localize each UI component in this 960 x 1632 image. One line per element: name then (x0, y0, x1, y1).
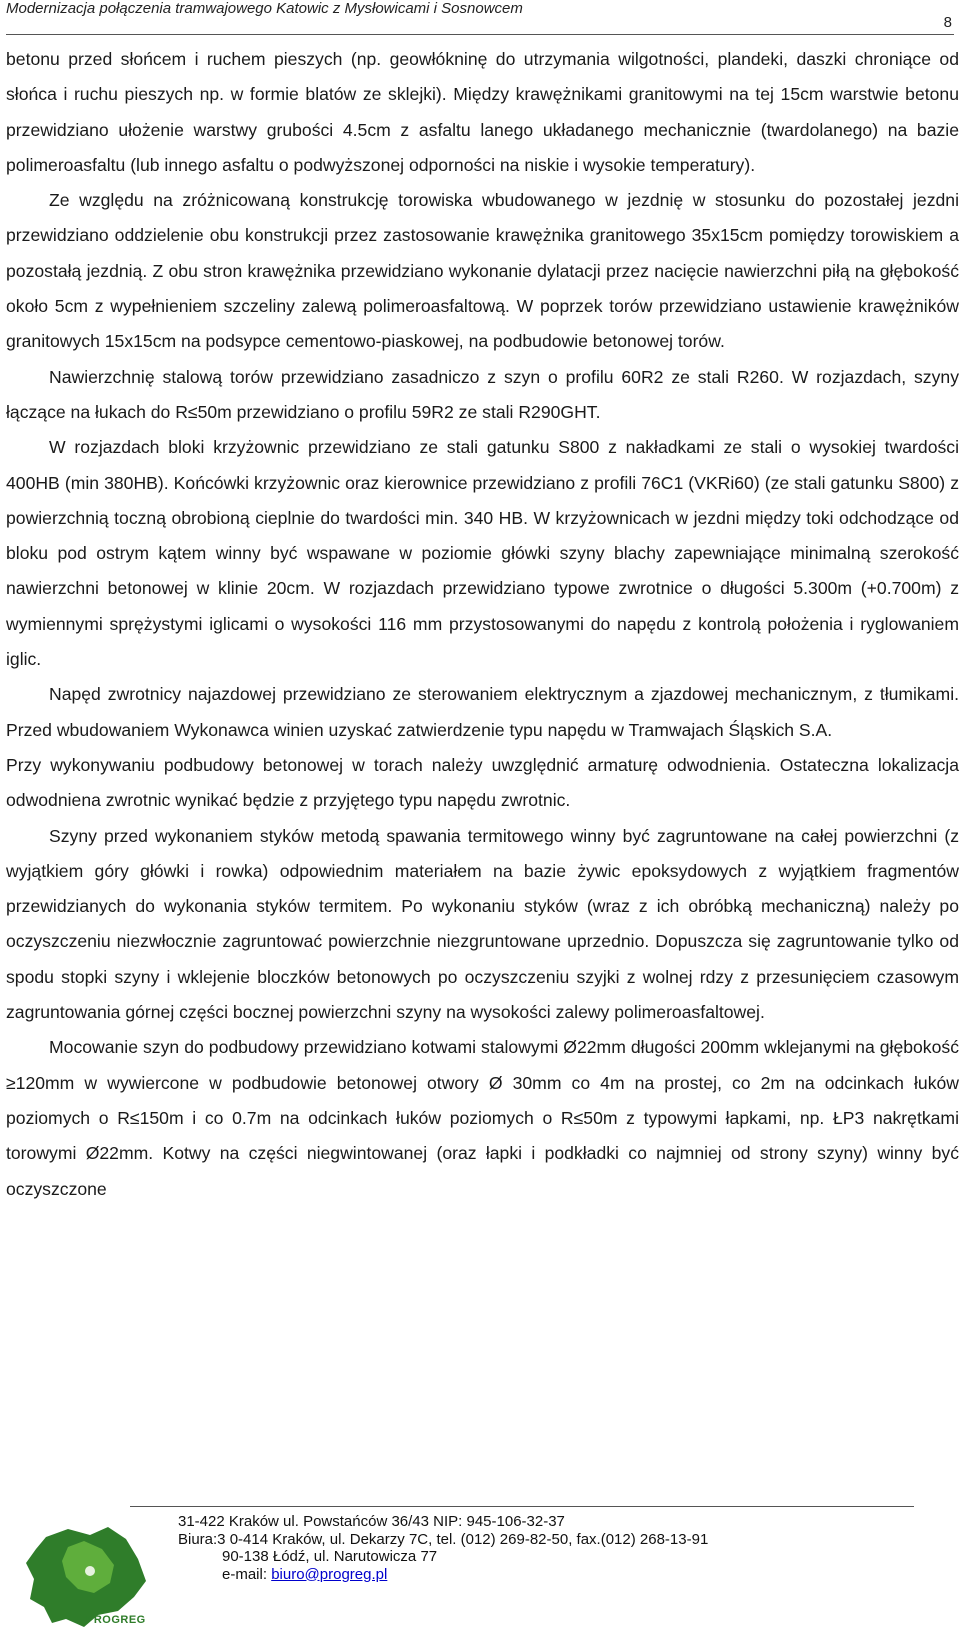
footer-line-1: 31-422 Kraków ul. Powstańców 36/43 NIP: 945-106-32-37 (178, 1513, 565, 1530)
paragraph: Przy wykonywaniu podbudowy betonowej w torach należy uwzględnić armaturę odwodnienia. Ostateczna lokalizacja odwodniena zwrotnic wynikać będzie z przyjętego typu napędu zwrotnic. (6, 754, 959, 811)
header-rule (6, 34, 954, 35)
email-label: e-mail: (222, 1565, 272, 1583)
paragraph: betonu przed słońcem i ruchem pieszych (np. geowłókninę do utrzymania wilgotności, plandeki, daszki chroniące od słońca i ruchu pieszych np. w formie blatów ze sklejki). Między krawężnikami granitowymi na tej 15cm warstwie betonu przewidziano ułożenie warstwy grubości 4.5cm z asfaltu lanego układanego mechanicznie (twardolanego) na bazie polimeroasfaltu (lub innego asfaltu o podwyższonej odporności na niskie i wysokie temperatury). (6, 49, 959, 175)
footer-rule (130, 1506, 914, 1507)
paragraph: Mocowanie szyn do podbudowy przewidziano kotwami stalowymi Ø22mm długości 200mm wklejanymi na głębokość ≥120mm w wywiercone w podbudowie betonowej otwory Ø 30mm co 4m na prostej, co 2m na odcinkach łuków poziomych o R≤150m i co 0.7m na odcinkach łuków poziomych o R≤50m z typowymi łapkami, np. ŁP3 nakrętkami torowymi Ø22mm. Kotwy na części niegwintowanej (oraz łapki i podkładki co najmniej od strony szyny) winny być oczyszczone (6, 1037, 959, 1199)
paragraph: Ze względu na zróżnicowaną konstrukcję torowiska wbudowanego w jezdnię w stosunku do pozostałej jezdni przewidziano oddzielenie obu konstrukcji przez zastosowanie krawężnika granitowego 35x15cm pomiędzy torowiskiem a pozostałą jezdnią. Z obu stron krawężnika przewidziano wykonanie dylatacji przez nacięcie nawierzchni piłą na głębokość około 5cm z wypełnieniem szczeliny zalewą polimeroasfaltową. W poprzek torów przewidziano ustawienie krawężników granitowych 15x15cm na podsypce cementowo-piaskowej, na podbudowie betonowej torów. (6, 190, 959, 352)
footer-line-2: Biura:3 0-414 Kraków, ul. Dekarzy 7C, tel. (012) 269-82-50, fax.(012) 268-13-91 (178, 1530, 709, 1548)
footer-email-line (178, 1566, 708, 1584)
footer-line-3: 90-138 Łódź, ul. Narutowicza 77 (222, 1548, 438, 1565)
page-header-title: Modernizacja połączenia tramwajowego Katowic z Mysłowicami i Sosnowcem (6, 0, 523, 17)
footer-address (178, 1513, 708, 1583)
paragraph: Nawierzchnię stalową torów przewidziano zasadniczo z szyn o profilu 60R2 ze stali R260. W rozjazdach, szyny łączące na łukach do R≤50m przewidziano o profilu 59R2 ze stali R290GHT. (6, 366, 959, 422)
document-body (6, 42, 959, 1207)
page-number: 8 (943, 14, 952, 31)
paragraph: Szyny przed wykonaniem styków metodą spawania termitowego winny być zagruntowane na całej powierzchni (z wyjątkiem góry główki i rowka) odpowiednim materiałem na bazie żywic epoksydowych z wyjątkiem fragmentów przewidzianych do wykonania styków termitem. Po wykonaniu styków (wraz z ich obróbką mechaniczną) należy po oczyszczeniu niezwłocznie zagruntować powierzchnie niezgruntowane uprzednio. Dopuszcza się zagruntowanie tylko od spodu stopki szyny i wklejenie bloczków betonowych po oczyszczeniu szyjki z wolnej rdzy z przesunięciem czasowym zagruntowania górnej części bocznej powierzchni szyny na wysokości zalewy polimeroasfaltowej. (6, 825, 959, 1023)
email-link[interactable]: biuro@progreg.pl (271, 1565, 388, 1583)
paragraph: Napęd zwrotnicy najazdowej przewidziano ze sterowaniem elektrycznym a zjazdowej mechanicznym, z tłumikami. Przed wbudowaniem Wykonawca winien uzyskać zatwierdzenie typu napędu w Tramwajach Śląskich S.A. (6, 684, 959, 740)
logo-text: PROGREG (86, 1614, 146, 1626)
paragraph: W rozjazdach bloki krzyżownic przewidziano ze stali gatunku S800 z nakładkami ze stali o wysokiej twardości 400HB (min 380HB). Końcówki krzyżownic oraz kierownice przewidziano z profili 76C1 (VKRi60) (ze stali gatunku S800) z powierzchnią toczną obrobioną cieplnie do twardości min. 340 HB. W krzyżownicach w jezdni między toki odchodzące od bloku pod ostrym kątem winny być wspawane w poziomie główki szyny blachy zapewniające minimalną szerokość nawierzchni betonowej w klinie 20cm. W rozjazdach przewidziano typowe zwrotnice o długości 5.300m (+0.700m) z wymiennymi sprężystymi iglicami o wysokości 116 mm przystosowanymi do napędu z kontrolą położenia i ryglowaniem iglic. (6, 437, 959, 670)
